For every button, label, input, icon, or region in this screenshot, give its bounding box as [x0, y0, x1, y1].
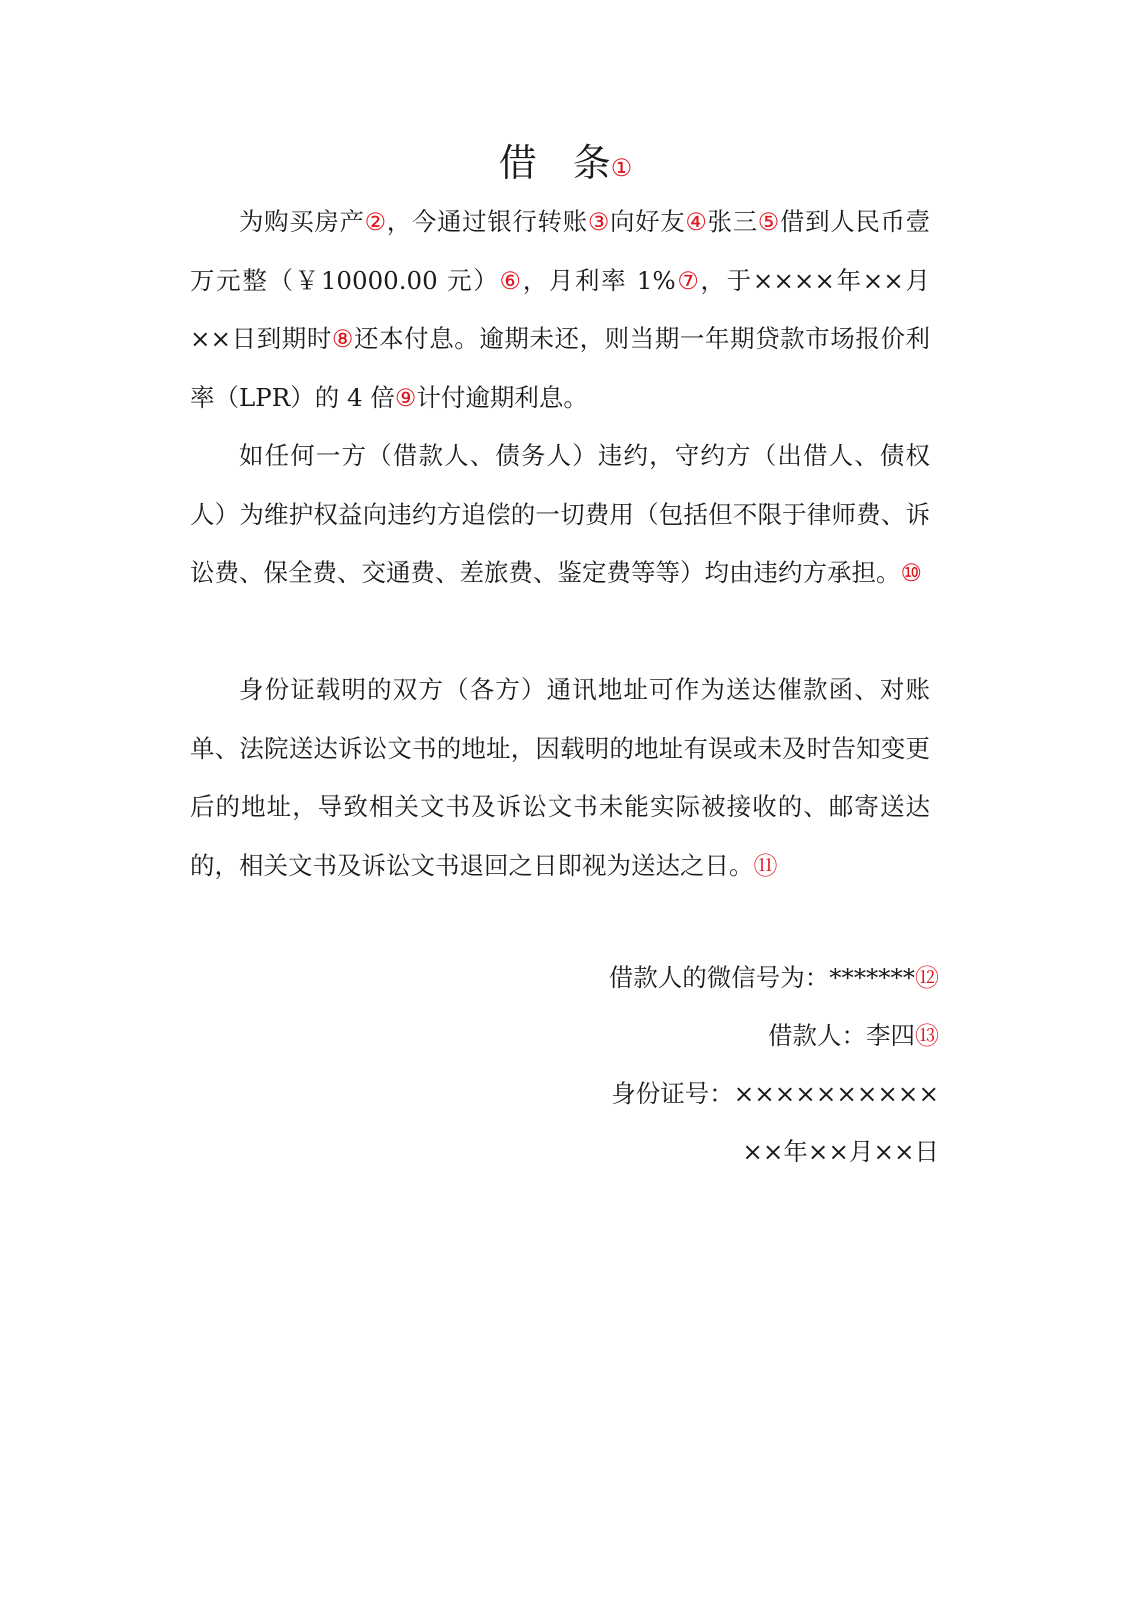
annotation-marker-4: ④	[685, 208, 708, 236]
annotation-marker-9: ⑨	[394, 383, 417, 412]
text-segment: 身份证载明的双方（各方）通讯地址可作为送达催款函、对账单、法院送达诉讼文书的地址，因载明的地址有误或未及时告知变更后的地址，导致相关文书及诉讼文书未能实际被接收的、邮寄送达的，相关文书及诉讼文书退回之日即视为送达之日。	[190, 675, 930, 880]
annotation-marker-12: ⑫	[915, 964, 939, 992]
annotation-marker-8: ⑧	[331, 325, 354, 353]
text-segment: 向好友	[609, 207, 686, 236]
signing-date	[742, 1123, 939, 1181]
annotation-marker-13: ⑬	[915, 1022, 939, 1050]
annotation-marker-6: ⑥	[499, 266, 523, 295]
annotation-marker-2: ②	[364, 208, 387, 236]
title-char-2: 条	[572, 141, 611, 185]
wechat-line	[609, 949, 939, 1007]
text-segment: 如任何一方（借款人、债务人）违约，守约方（出借人、债权人）为维护权益向违约方追偿的一切费用（包括但不限于律师费、诉讼费、保全费、交通费、差旅费、鉴定费等等）均由违约方承担。	[190, 441, 930, 587]
annotation-marker-10: ⑩	[900, 559, 923, 587]
annotation-marker-11: ⑪	[753, 851, 778, 880]
borrower-label: 借款人：	[768, 1021, 866, 1050]
due-date-text: ，于××××年××月××日到期时	[190, 265, 931, 353]
interest-rate-text: ，月利率 1%	[522, 265, 676, 295]
paragraph-breach-costs	[190, 427, 930, 603]
annotation-marker-5: ⑤	[757, 208, 780, 236]
wechat-label: 借款人的微信号为：	[608, 963, 830, 992]
text-segment: ，今通过银行转账	[386, 207, 588, 236]
overdue-text: 还本付息。逾期未还，则当期一年期贷款市场报价利率（LPR）的 4 倍	[190, 324, 931, 412]
id-number-line	[611, 1065, 939, 1123]
id-label: 身份证号：	[611, 1079, 734, 1108]
borrower-name: 李四	[866, 1021, 915, 1050]
lender-name: 张三	[707, 207, 758, 236]
id-value: ××××××××××	[733, 1079, 939, 1108]
annotation-marker-7: ⑦	[675, 266, 701, 295]
text-segment: 为购买房产	[239, 207, 365, 236]
text-segment: 计付逾期利息。	[416, 382, 588, 412]
paragraph-loan-terms	[190, 193, 930, 427]
paragraph-service-address	[190, 661, 930, 895]
annotation-marker-1: ①	[610, 154, 633, 182]
borrower-line	[768, 1007, 939, 1065]
wechat-value: *******	[829, 963, 915, 992]
document-title	[0, 138, 1131, 193]
title-char-1: 借	[498, 141, 537, 185]
annotation-marker-3: ③	[587, 208, 610, 236]
loan-amount-text: 借到人民币壹万元整（￥10000.00 元）	[190, 207, 931, 295]
date-value: ××年××月××日	[742, 1137, 939, 1166]
